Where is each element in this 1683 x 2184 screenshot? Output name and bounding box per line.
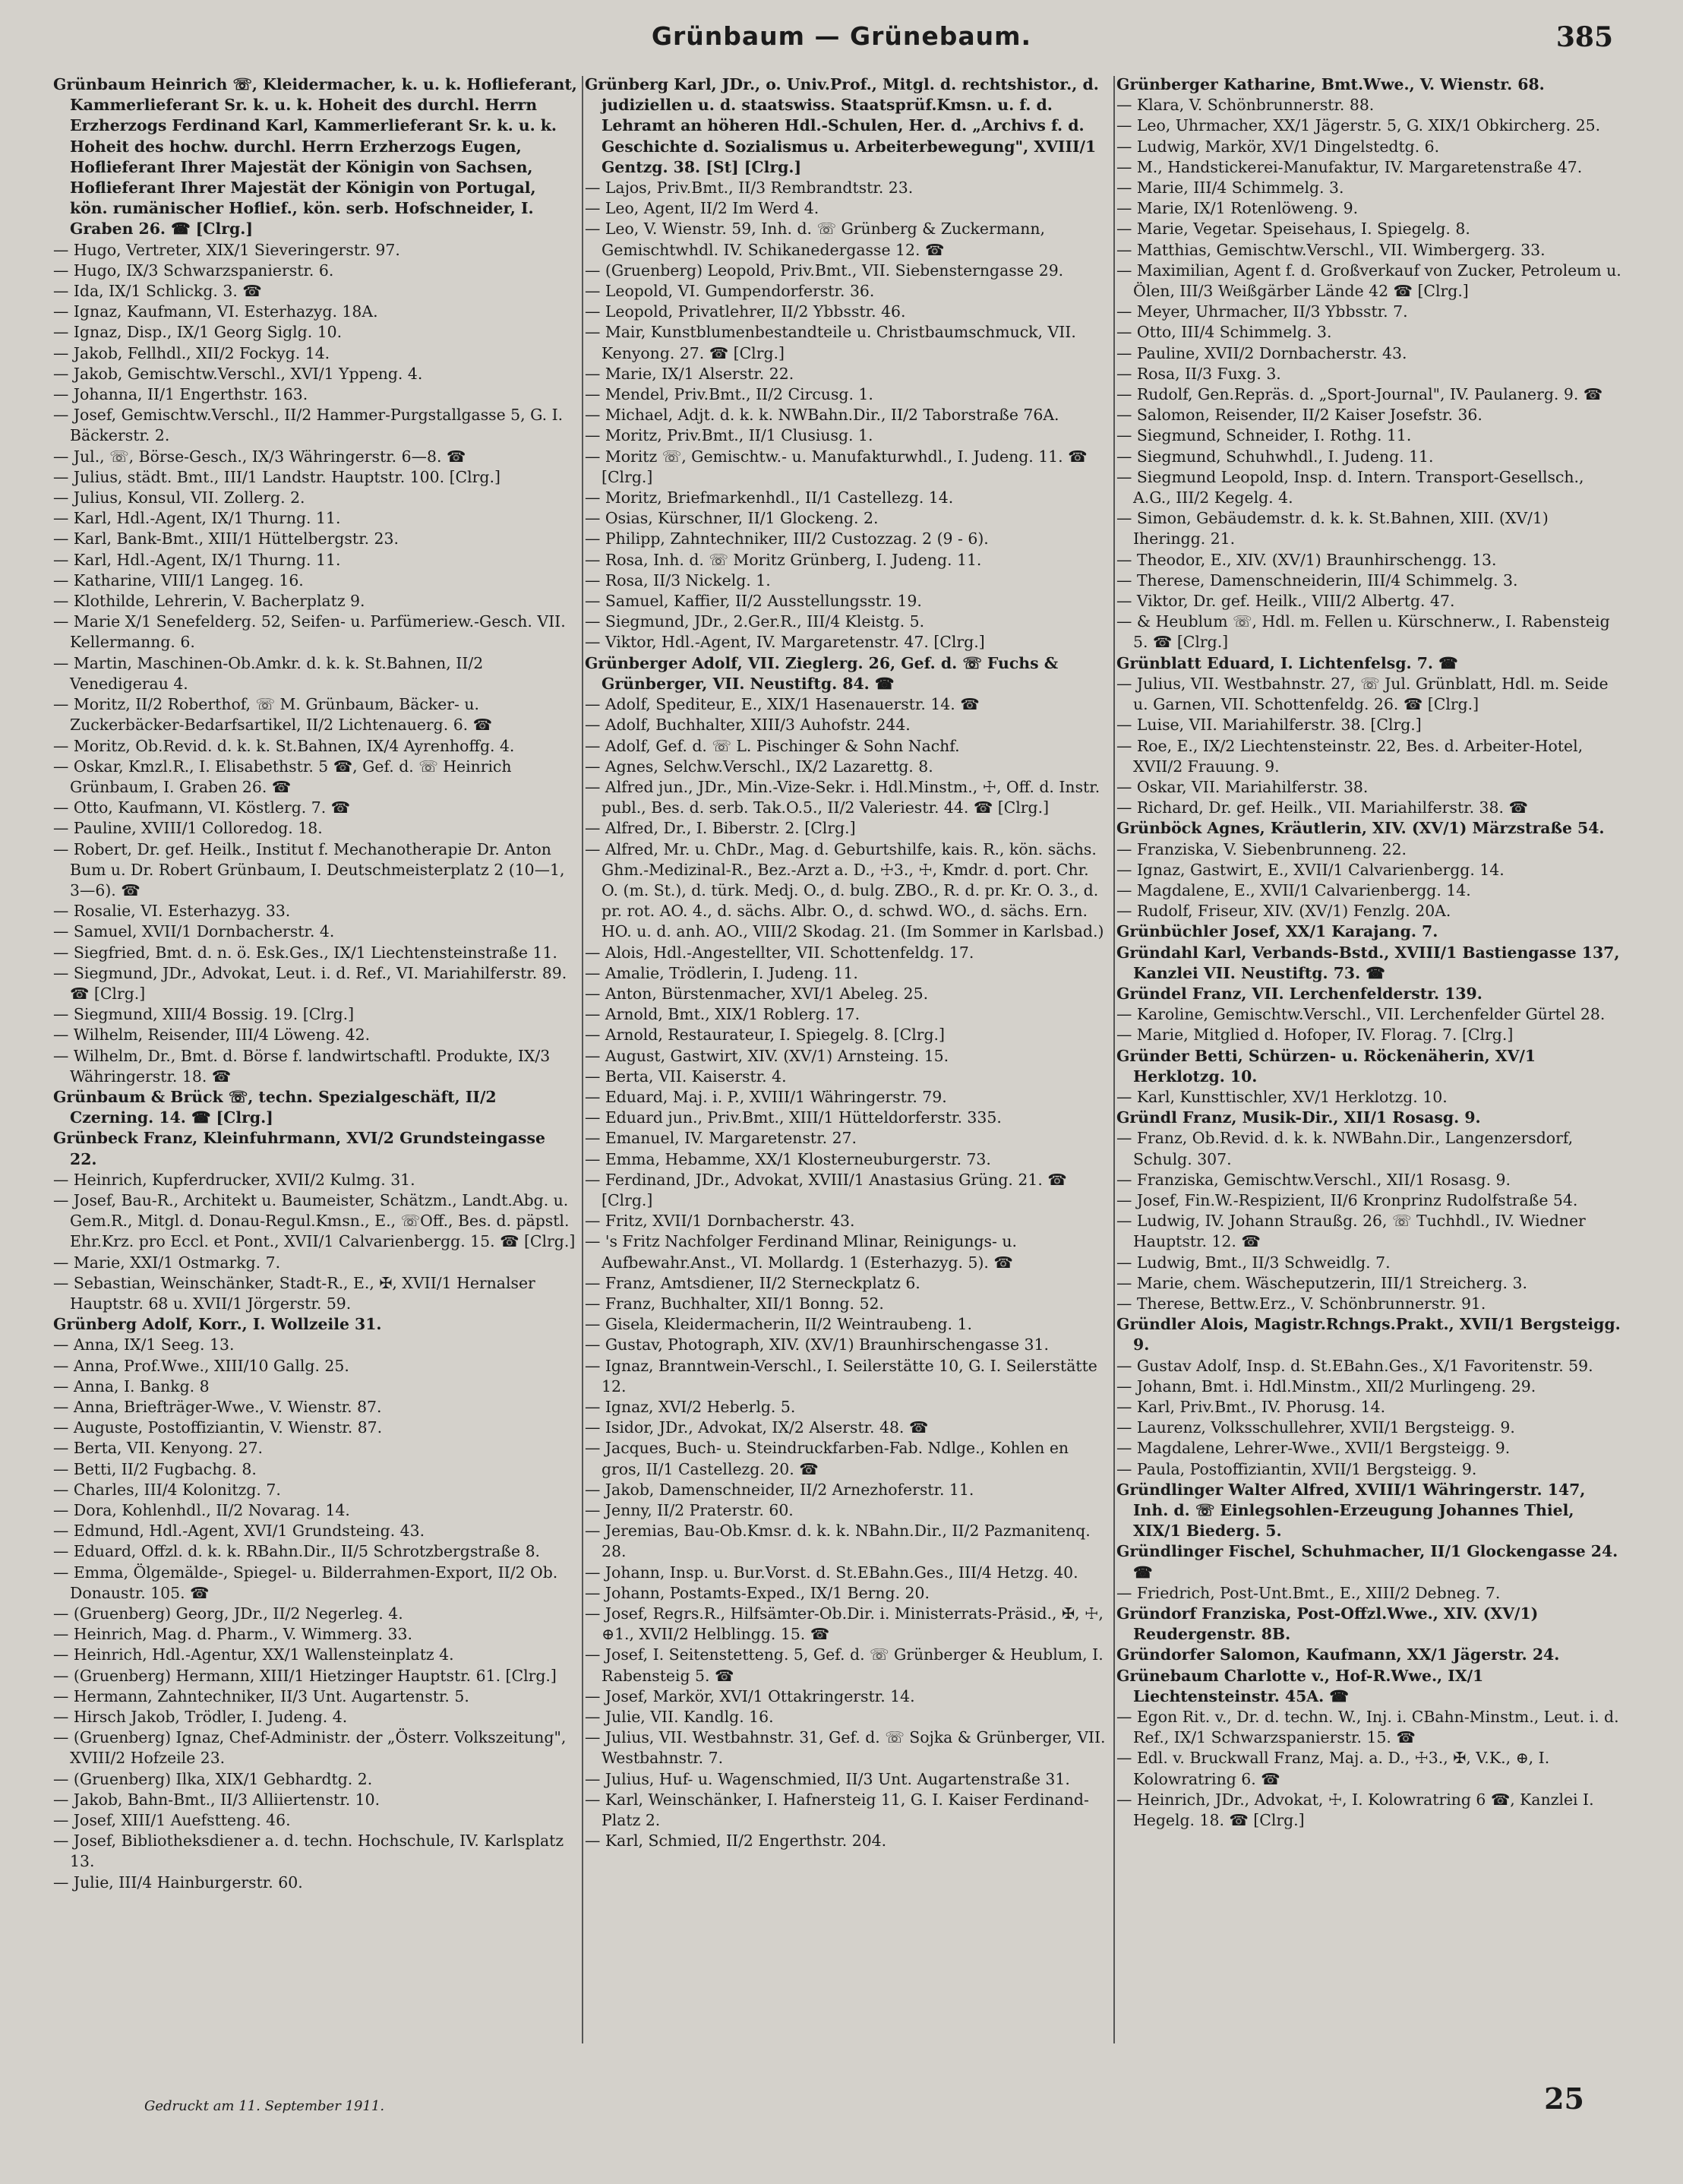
directory-entry: — Emma, Hebamme, XX/1 Klosterneuburgerstr. 73.: [585, 1149, 991, 1168]
directory-entry: — Hugo, Vertreter, XIX/1 Sieveringerstr. 97.: [53, 240, 400, 259]
directory-entry: — Alfred jun., JDr., Min.-Vize-Sekr. i. Hdl.Minstm., ☩, Off. d. Instr. publ., Bes. d. serb. Tak.O.5., II/2 Valeriestr. 44. ☎ [Clrg.]: [585, 777, 1100, 817]
directory-entry: — Jakob, Fellhdl., XII/2 Fockyg. 14.: [53, 343, 330, 362]
directory-entry: — Franz, Amtsdiener, II/2 Sterneckplatz 6.: [585, 1273, 920, 1292]
directory-heading-entry: Grünbeck Franz, Kleinfuhrmann, XVI/2 Grundsteingasse 22.: [53, 1129, 545, 1168]
directory-entry: — Moritz, II/2 Roberthof, ☏ M. Grünbaum, Bäcker- u. Zuckerbäcker-Bedarfsartikel, II/2 Lichtenauerg. 6. ☎: [53, 695, 493, 735]
directory-entry: — Johann, Postamts-Exped., IX/1 Berng. 20.: [585, 1583, 930, 1602]
directory-entry: — Siegmund, JDr., Advokat, Leut. i. d. Ref., VI. Mariahilferstr. 89. ☎ [Clrg.]: [53, 963, 567, 1003]
directory-heading-entry: Gründahl Karl, Verbands-Bstd., XVIII/1 Bastiengasse 137, Kanzlei VII. Neustiftg. 73. ☎: [1116, 943, 1620, 982]
directory-entry: — Julie, III/4 Hainburgerstr. 60.: [53, 1873, 303, 1892]
directory-entry: — Anna, I. Bankg. 8: [53, 1376, 210, 1395]
directory-entry: — Julius, VII. Westbahnstr. 31, Gef. d. ☏ Sojka & Grünberger, VII. Westbahnstr. 7.: [585, 1728, 1106, 1768]
directory-entry: — Josef, I. Seitenstetteng. 5, Gef. d. ☏ Grünberger & Heublum, I. Rabensteig 5. ☎: [585, 1645, 1104, 1685]
directory-entry: — Moritz ☏, Gemischtw.- u. Manufakturwhdl., I. Judeng. 11. ☎ [Clrg.]: [585, 447, 1088, 486]
directory-entry: — Karl, Kunsttischler, XV/1 Herklotzg. 10.: [1116, 1087, 1448, 1106]
directory-entry: — Ignaz, Branntwein-Verschl., I. Seilerstätte 10, G. I. Seilerstätte 12.: [585, 1356, 1097, 1395]
directory-entry: — Betti, II/2 Fugbachg. 8.: [53, 1459, 257, 1478]
directory-entry: — Alois, Hdl.-Angestellter, VII. Schottenfeldg. 17.: [585, 943, 974, 962]
directory-entry: — Siegfried, Bmt. d. n. ö. Esk.Ges., IX/1 Liechtensteinstraße 11.: [53, 943, 557, 962]
directory-heading-entry: Gründl Franz, Musik-Dir., XII/1 Rosasg. 9.: [1116, 1108, 1481, 1127]
directory-heading-entry: Grünberger Adolf, VII. Zieglerg. 26, Gef. d. ☏ Fuchs & Grünberger, VII. Neustiftg. 84. ☎: [585, 653, 1059, 693]
directory-entry: — Luise, VII. Mariahilferstr. 38. [Clrg.]: [1116, 716, 1422, 735]
directory-entry: — Pauline, XVIII/1 Colloredog. 18.: [53, 819, 323, 838]
directory-entry: — Lajos, Priv.Bmt., II/3 Rembrandtstr. 23.: [585, 179, 914, 198]
directory-heading-entry: Grünblatt Eduard, I. Lichtenfelsg. 7. ☎: [1116, 653, 1458, 672]
directory-entry: — Josef, Fin.W.-Respizient, II/6 Kronprinz Rudolfstraße 54.: [1116, 1190, 1578, 1209]
directory-heading-entry: Grünebaum Charlotte v., Hof-R.Wwe., IX/1 Liechtensteinstr. 45A. ☎: [1116, 1666, 1484, 1705]
directory-entry: — Hermann, Zahntechniker, II/3 Unt. Augartenstr. 5.: [53, 1686, 469, 1705]
directory-entry: — Julius, städt. Bmt., III/1 Landstr. Hauptstr. 100. [Clrg.]: [53, 467, 500, 486]
directory-heading-entry: Gründorfer Salomon, Kaufmann, XX/1 Jägerstr. 24.: [1116, 1645, 1560, 1664]
directory-entry: — Karl, Bank-Bmt., XIII/1 Hüttelbergstr. 23.: [53, 529, 399, 548]
directory-entry: — Julius, Huf- u. Wagenschmied, II/3 Unt. Augartenstraße 31.: [585, 1769, 1070, 1788]
directory-entry: — Ignaz, Kaufmann, VI. Esterhazyg. 18A.: [53, 302, 378, 321]
directory-entry: — Isidor, JDr., Advokat, IX/2 Alserstr. 48. ☎: [585, 1418, 929, 1437]
directory-entry: — Julius, VII. Westbahnstr. 27, ☏ Jul. Grünblatt, Hdl. m. Seide u. Garnen, VII. Schottenfeldg. 26. ☎ [Clrg.]: [1116, 674, 1609, 714]
directory-entry: — Heinrich, Mag. d. Pharm., V. Wimmerg. 33.: [53, 1625, 412, 1644]
column-3: [1116, 74, 1625, 2034]
directory-entry: — Salomon, Reisender, II/2 Kaiser Josefstr. 36.: [1116, 406, 1482, 425]
directory-entry: — Eduard, Offzl. d. k. k. RBahn.Dir., II/5 Schrotzbergstraße 8.: [53, 1542, 541, 1561]
directory-entry: — Egon Rit. v., Dr. d. techn. W., Inj. i. CBahn-Minstm., Leut. i. d. Ref., IX/1 Schwarzspanierstr. 15. ☎: [1116, 1708, 1619, 1747]
directory-entry: — Michael, Adjt. d. k. k. NWBahn.Dir., II/2 Taborstraße 76A.: [585, 406, 1059, 425]
directory-entry: — Emanuel, IV. Margaretenstr. 27.: [585, 1129, 857, 1148]
directory-entry: — Julie, VII. Kandlg. 16.: [585, 1708, 774, 1727]
directory-entry: — Marie, IX/1 Rotenlöweng. 9.: [1116, 199, 1359, 218]
directory-entry: — Karl, Hdl.-Agent, IX/1 Thurng. 11.: [53, 509, 341, 528]
directory-entry: — Arnold, Bmt., XIX/1 Roblerg. 17.: [585, 1005, 860, 1024]
directory-entry: — Rudolf, Friseur, XIV. (XV/1) Fenzlg. 20A.: [1116, 902, 1451, 921]
directory-entry: — Marie, chem. Wäscheputzerin, III/1 Streicherg. 3.: [1116, 1273, 1527, 1292]
directory-entry: — Martin, Maschinen-Ob.Amkr. d. k. k. St.Bahnen, II/2 Venedigerau 4.: [53, 653, 484, 693]
directory-entry: — Magdalene, Lehrer-Wwe., XVII/1 Bergsteigg. 9.: [1116, 1439, 1511, 1458]
directory-entry: — Julius, Konsul, VII. Zollerg. 2.: [53, 488, 305, 507]
directory-entry: — Karl, Hdl.-Agent, IX/1 Thurng. 11.: [53, 550, 341, 569]
directory-entry: — Karl, Weinschänker, I. Hafnersteig 11, G. I. Kaiser Ferdinand-Platz 2.: [585, 1790, 1089, 1830]
directory-entry: — Leo, Agent, II/2 Im Werd 4.: [585, 199, 819, 218]
directory-entry: — Rosalie, VI. Esterhazyg. 33.: [53, 902, 291, 921]
directory-entry: — Marie, IX/1 Alserstr. 22.: [585, 364, 794, 383]
directory-entry: — Berta, VII. Kenyong. 27.: [53, 1439, 264, 1458]
directory-entry: — Moritz, Briefmarkenhdl., II/1 Castellezg. 14.: [585, 488, 954, 507]
directory-entry: — Marie, III/4 Schimmelg. 3.: [1116, 179, 1344, 198]
directory-entry: — Karl, Schmied, II/2 Engerthstr. 204.: [585, 1832, 887, 1851]
directory-entry: — Berta, VII. Kaiserstr. 4.: [585, 1067, 787, 1086]
directory-entry: — Gustav Adolf, Insp. d. St.EBahn.Ges., X/1 Favoritenstr. 59.: [1116, 1356, 1593, 1375]
directory-entry: — Moritz, Ob.Revid. d. k. k. St.Bahnen, IX/4 Ayrenhoffg. 4.: [53, 736, 515, 755]
directory-entry: — Therese, Bettw.Erz., V. Schönbrunnerstr. 91.: [1116, 1294, 1486, 1313]
directory-entry: — Rosa, II/3 Fuxg. 3.: [1116, 364, 1281, 383]
sheet-number: 25: [1544, 2081, 1584, 2116]
directory-entry: — Rosa, II/3 Nickelg. 1.: [585, 570, 771, 589]
directory-entry: — Jul., ☏, Börse-Gesch., IX/3 Währingerstr. 6—8. ☎: [53, 447, 466, 466]
directory-entry: — Josef, Regrs.R., Hilfsämter-Ob.Dir. i. Ministerrats-Präsid., ✠, ☩, ⊕1., XVII/2 Helblingg. 15. ☎: [585, 1604, 1104, 1644]
directory-entry: — Franz, Ob.Revid. d. k. k. NWBahn.Dir., Langenzersdorf, Schulg. 307.: [1116, 1129, 1574, 1168]
directory-entry: — Rudolf, Gen.Repräs. d. „Sport-Journal", IV. Paulanerg. 9. ☎: [1116, 385, 1603, 404]
directory-entry: — Klothilde, Lehrerin, V. Bacherplatz 9.: [53, 592, 365, 611]
column-2: [585, 74, 1109, 2034]
directory-entry: — Ludwig, Bmt., II/3 Schweidlg. 7.: [1116, 1253, 1391, 1272]
directory-entry: — Adolf, Spediteur, E., XIX/1 Hasenauerstr. 14. ☎: [585, 695, 980, 714]
directory-entry: — Friedrich, Post-Unt.Bmt., E., XIII/2 Debneg. 7.: [1116, 1583, 1501, 1602]
directory-entry: — Josef, XIII/1 Auefstteng. 46.: [53, 1811, 291, 1830]
directory-entry: — August, Gastwirt, XIV. (XV/1) Arnsteing. 15.: [585, 1046, 949, 1065]
directory-entry: — Matthias, Gemischtw.Verschl., VII. Wimbergerg. 33.: [1116, 240, 1546, 259]
directory-entry: — Therese, Damenschneiderin, III/4 Schimmelg. 3.: [1116, 570, 1518, 589]
directory-heading-entry: Grünbaum Heinrich ☏, Kleidermacher, k. u. k. Hoflieferant, Kammerlieferant Sr. k. u. k. Hoheit des durchl. Herrn Erzherzogs Ferdinand Karl, Kammerlieferant Sr. k. u. k. Hoheit des hochw. durchl. Herrn Erzherzogs Eugen, Hoflieferant Ihrer Majestät der Königin von Sachsen, Hoflieferant Ihrer Majestät der Königin von Portugal, kön. rumänischer Hoflief., kön. serb. Hofschneider, I. Graben 26. ☎ [Clrg.]: [53, 75, 577, 239]
directory-entry: — Philipp, Zahntechniker, III/2 Custozzag. 2 (9 - 6).: [585, 529, 989, 548]
directory-entry: — Franziska, V. Siebenbrunneng. 22.: [1116, 839, 1407, 858]
directory-entry: — 's Fritz Nachfolger Ferdinand Mlinar, Reinigungs- u. Aufbewahr.Anst., VI. Mollardg. 1 (Esterhazyg. 5). ☎: [585, 1232, 1017, 1272]
directory-heading-entry: Grünbüchler Josef, XX/1 Karajang. 7.: [1116, 922, 1438, 941]
directory-entry: — Heinrich, JDr., Advokat, ☩, I. Kolowratring 6 ☎, Kanzlei I. Hegelg. 18. ☎ [Clrg.]: [1116, 1790, 1594, 1830]
directory-entry: — Leo, V. Wienstr. 59, Inh. d. ☏ Grünberg & Zuckermann, Gemischtwhdl. IV. Schikanedergasse 12. ☎: [585, 220, 1045, 259]
directory-entry: — (Gruenberg) Ilka, XIX/1 Gebhardtg. 2.: [53, 1769, 373, 1788]
directory-entry: — Franz, Buchhalter, XII/1 Bonng. 52.: [585, 1294, 884, 1313]
directory-entry: — Auguste, Postoffiziantin, V. Wienstr. 87.: [53, 1418, 383, 1437]
directory-heading-entry: Gründel Franz, VII. Lerchenfelderstr. 139.: [1116, 984, 1482, 1003]
directory-entry: — Ignaz, Gastwirt, E., XVII/1 Calvarienbergg. 14.: [1116, 860, 1505, 879]
directory-entry: — Moritz, Priv.Bmt., II/1 Clusiusg. 1.: [585, 426, 873, 445]
directory-columns: [53, 74, 1625, 2034]
directory-entry: — Dora, Kohlenhdl., II/2 Novarag. 14.: [53, 1501, 350, 1520]
directory-entry: — Siegmund, Schneider, I. Rothg. 11.: [1116, 426, 1412, 445]
column-1: [53, 74, 577, 2034]
directory-entry: — Mair, Kunstblumenbestandteile u. Christbaumschmuck, VII. Kenyong. 27. ☎ [Clrg.]: [585, 323, 1076, 362]
directory-entry: — Pauline, XVII/2 Dornbacherstr. 43.: [1116, 343, 1407, 362]
directory-heading-entry: Grünbaum & Brück ☏, techn. Spezialgeschäft, II/2 Czerning. 14. ☎ [Clrg.]: [53, 1087, 497, 1127]
directory-entry: — Ludwig, Markör, XV/1 Dingelstedtg. 6.: [1116, 137, 1440, 156]
directory-entry: — Karoline, Gemischtw.Verschl., VII. Lerchenfelder Gürtel 28.: [1116, 1005, 1606, 1024]
directory-entry: — Sebastian, Weinschänker, Stadt-R., E., ✠, XVII/1 Hernalser Hauptstr. 68 u. XVII/1 Jörgerstr. 59.: [53, 1273, 535, 1313]
directory-entry: — Hirsch Jakob, Trödler, I. Judeng. 4.: [53, 1708, 348, 1727]
directory-entry: — Theodor, E., XIV. (XV/1) Braunhirschengg. 13.: [1116, 550, 1497, 569]
directory-heading-entry: Gründorf Franziska, Post-Offzl.Wwe., XIV. (XV/1) Reudergenstr. 8B.: [1116, 1604, 1539, 1644]
directory-entry: — Johann, Insp. u. Bur.Vorst. d. St.EBahn.Ges., III/4 Hetzg. 40.: [585, 1563, 1078, 1582]
directory-entry: — Marie, XXI/1 Ostmarkg. 7.: [53, 1253, 281, 1272]
directory-entry: — Anna, Prof.Wwe., XIII/10 Gallg. 25.: [53, 1356, 349, 1375]
directory-entry: — Jenny, II/2 Praterstr. 60.: [585, 1501, 794, 1520]
directory-heading-entry: Gründer Betti, Schürzen- u. Röckenäherin, XV/1 Herklotzg. 10.: [1116, 1046, 1536, 1086]
directory-entry: — Siegmund, XIII/4 Bossig. 19. [Clrg.]: [53, 1005, 355, 1024]
directory-entry: — Roe, E., IX/2 Liechtensteinstr. 22, Bes. d. Arbeiter-Hotel, XVII/2 Frauung. 9.: [1116, 736, 1584, 776]
print-date-note: Gedruckt am 11. September 1911.: [144, 2098, 385, 2114]
directory-entry: — Simon, Gebäudemstr. d. k. k. St.Bahnen, XIII. (XV/1) Iheringg. 21.: [1116, 509, 1549, 548]
directory-entry: — Jakob, Bahn-Bmt., II/3 Alliiertenstr. 10.: [53, 1790, 380, 1809]
directory-entry: — Karl, Priv.Bmt., IV. Phorusg. 14.: [1116, 1398, 1386, 1416]
directory-entry: — Viktor, Hdl.-Agent, IV. Margaretenstr. 47. [Clrg.]: [585, 633, 985, 652]
directory-entry: — Josef, Gemischtw.Verschl., II/2 Hammer-Purgstallgasse 5, G. I. Bäckerstr. 2.: [53, 406, 564, 445]
directory-entry: — Paula, Postoffiziantin, XVII/1 Bergsteigg. 9.: [1116, 1459, 1477, 1478]
directory-heading-entry: Grünberg Karl, JDr., o. Univ.Prof., Mitgl. d. rechtshistor., d. judiziellen u. d. staatswiss. Staatsprüf.Kmsn. u. f. d. Lehramt an höheren Hdl.-Schulen, Her. d. „Archivs f. d. Geschichte d. Sozialismus u. Arbeiterbewegung", XVIII/1 Gentzg. 38. [St] [Clrg.]: [585, 75, 1099, 176]
page-number: 385: [1555, 21, 1613, 53]
directory-entry: — Edmund, Hdl.-Agent, XVI/1 Grundsteing. 43.: [53, 1522, 425, 1541]
directory-entry: — Marie, Vegetar. Speisehaus, I. Spiegelg. 8.: [1116, 220, 1470, 239]
directory-entry: — (Gruenberg) Hermann, XIII/1 Hietzinger Hauptstr. 61. [Clrg.]: [53, 1666, 557, 1685]
directory-entry: — Ferdinand, JDr., Advokat, XVIII/1 Anastasius Grüng. 21. ☎ [Clrg.]: [585, 1170, 1067, 1209]
directory-entry: — Gustav, Photograph, XIV. (XV/1) Braunhirschengasse 31.: [585, 1335, 1049, 1354]
directory-entry: — Ida, IX/1 Schlickg. 3. ☎: [53, 282, 262, 301]
directory-entry: — Josef, Bau-R., Architekt u. Baumeister, Schätzm., Landt.Abg. u. Gem.R., Mitgl. d. Donau-Regul.Kmsn., E., ☏Off., Bes. d. päpstl. Ehr.Krz. pro Eccl. et Pont., XVII/1 Calvarienbergg. 15. ☎ [Clrg.]: [53, 1190, 576, 1251]
directory-entry: — Anna, Briefträger-Wwe., V. Wienstr. 87.: [53, 1398, 382, 1416]
directory-entry: — Marie X/1 Senefelderg. 52, Seifen- u. Parfümeriew.-Gesch. VII. Kellermanng. 6.: [53, 612, 566, 652]
directory-entry: — Charles, III/4 Kolonitzg. 7.: [53, 1480, 281, 1499]
directory-heading-entry: Gründlinger Fischel, Schuhmacher, II/1 Glockengasse 24. ☎: [1116, 1542, 1618, 1582]
directory-entry: — Katharine, VIII/1 Langeg. 16.: [53, 570, 304, 589]
directory-entry: — (Gruenberg) Georg, JDr., II/2 Negerleg. 4.: [53, 1604, 403, 1623]
directory-entry: — (Gruenberg) Leopold, Priv.Bmt., VII. Siebensterngasse 29.: [585, 261, 1064, 280]
directory-heading-entry: Grünberg Adolf, Korr., I. Wollzeile 31.: [53, 1315, 382, 1334]
directory-heading-entry: Gründler Alois, Magistr.Rchngs.Prakt., XVII/1 Bergsteigg. 9.: [1116, 1315, 1621, 1354]
directory-entry: — Meyer, Uhrmacher, II/3 Ybbsstr. 7.: [1116, 302, 1408, 321]
directory-entry: — Fritz, XVII/1 Dornbacherstr. 43.: [585, 1212, 855, 1231]
directory-entry: — Siegmund, JDr., 2.Ger.R., III/4 Kleistg. 5.: [585, 612, 925, 631]
directory-entry: — Wilhelm, Dr., Bmt. d. Börse f. landwirtschaftl. Produkte, IX/3 Währingerstr. 18. ☎: [53, 1046, 551, 1086]
directory-entry: — Eduard, Maj. i. P., XVIII/1 Währingerstr. 79.: [585, 1087, 947, 1106]
directory-entry: — M., Handstickerei-Manufaktur, IV. Margaretenstraße 47.: [1116, 157, 1583, 176]
directory-entry: — Jeremias, Bau-Ob.Kmsr. d. k. k. NBahn.Dir., II/2 Pazmanitenq. 28.: [585, 1522, 1091, 1561]
directory-entry: — Leopold, VI. Gumpendorferstr. 36.: [585, 282, 875, 301]
directory-entry: — Heinrich, Hdl.-Agentur, XX/1 Wallensteinplatz 4.: [53, 1645, 454, 1664]
directory-entry: — Mendel, Priv.Bmt., II/2 Circusg. 1.: [585, 385, 873, 404]
directory-entry: — (Gruenberg) Ignaz, Chef-Administr. der „Österr. Volkszeitung", XVIII/2 Hofzeile 23.: [53, 1728, 567, 1768]
page-header: [0, 21, 1683, 67]
directory-entry: — Siegmund, Schuhwhdl., I. Judeng. 11.: [1116, 447, 1434, 466]
directory-entry: — Klara, V. Schönbrunnerstr. 88.: [1116, 96, 1375, 115]
directory-entry: — Oskar, Kmzl.R., I. Elisabethstr. 5 ☎, Gef. d. ☏ Heinrich Grünbaum, I. Graben 26. ☎: [53, 757, 512, 796]
directory-entry: — Gisela, Kleidermacherin, II/2 Weintraubeng. 1.: [585, 1315, 972, 1334]
directory-entry: — Heinrich, Kupferdrucker, XVII/2 Kulmg. 31.: [53, 1170, 415, 1189]
directory-entry: — Hugo, IX/3 Schwarzspanierstr. 6.: [53, 261, 334, 280]
directory-entry: — & Heublum ☏, Hdl. m. Fellen u. Kürschnerw., I. Rabensteig 5. ☎ [Clrg.]: [1116, 612, 1610, 652]
directory-entry: — Arnold, Restaurateur, I. Spiegelg. 8. [Clrg.]: [585, 1026, 945, 1045]
directory-entry: — Marie, Mitglied d. Hofoper, IV. Florag. 7. [Clrg.]: [1116, 1026, 1514, 1045]
directory-entry: — Agnes, Selchw.Verschl., IX/2 Lazarettg. 8.: [585, 757, 933, 776]
directory-entry: — Jakob, Gemischtw.Verschl., XVI/1 Yppeng. 4.: [53, 364, 423, 383]
directory-entry: — Eduard jun., Priv.Bmt., XIII/1 Hütteldorferstr. 335.: [585, 1108, 1002, 1127]
directory-entry: — Anna, IX/1 Seeg. 13.: [53, 1335, 235, 1354]
directory-entry: — Magdalene, E., XVII/1 Calvarienbergg. 14.: [1116, 880, 1471, 899]
directory-entry: — Rosa, Inh. d. ☏ Moritz Grünberg, I. Judeng. 11.: [585, 550, 982, 569]
directory-entry: — Leo, Uhrmacher, XX/1 Jägerstr. 5, G. XIX/1 Obkircherg. 25.: [1116, 116, 1601, 135]
directory-entry: — Josef, Markör, XVI/1 Ottakringerstr. 14.: [585, 1686, 915, 1705]
directory-entry: — Emma, Ölgemälde-, Spiegel- u. Bilderrahmen-Export, II/2 Ob. Donaustr. 105. ☎: [53, 1563, 558, 1602]
directory-entry: — Josef, Bibliotheksdiener a. d. techn. Hochschule, IV. Karlsplatz 13.: [53, 1832, 564, 1871]
directory-entry: — Siegmund Leopold, Insp. d. Intern. Transport-Gesellsch., A.G., III/2 Kegelg. 4.: [1116, 467, 1584, 507]
directory-entry: — Johanna, II/1 Engerthstr. 163.: [53, 385, 308, 404]
directory-entry: — Robert, Dr. gef. Heilk., Institut f. Mechanotherapie Dr. Anton Bum u. Dr. Robert Grünbaum, I. Deutschmeisterplatz 2 (10—1, 3—6). ☎: [53, 839, 565, 899]
directory-entry: — Johann, Bmt. i. Hdl.Minstm., XII/2 Murlingeng. 29.: [1116, 1376, 1536, 1395]
directory-entry: — Leopold, Privatlehrer, II/2 Ybbsstr. 46.: [585, 302, 906, 321]
directory-entry: — Richard, Dr. gef. Heilk., VII. Mariahilferstr. 38. ☎: [1116, 798, 1528, 817]
directory-entry: — Alfred, Mr. u. ChDr., Mag. d. Geburtshilfe, kais. R., kön. sächs. Ghm.-Medizinal-R., Bez.-Arzt a. D., ☩3., ☩, Kmdr. d. port. Chr. O. (m. St.), d. türk. Medj. O., d. bulg. ZBO., R. d. pr. Kr. O. 3., d. pr. rot. AO. 4., d. sächs. Albr. O., d. schwd. WO., d. sächs. Ern. HO. u. d. anh. AO., VIII/2 Skodag. 21. (Im Sommer in Karlsbad.): [585, 839, 1104, 941]
directory-entry: — Samuel, XVII/1 Dornbacherstr. 4.: [53, 922, 335, 941]
directory-entry: — Otto, Kaufmann, VI. Köstlerg. 7. ☎: [53, 798, 351, 817]
directory-entry: — Ludwig, IV. Johann Straußg. 26, ☏ Tuchhdl., IV. Wiedner Hauptstr. 12. ☎: [1116, 1212, 1586, 1251]
directory-entry: — Maximilian, Agent f. d. Großverkauf von Zucker, Petroleum u. Ölen, III/3 Weißgärber Lände 42 ☎ [Clrg.]: [1116, 261, 1621, 301]
directory-heading-entry: Grünböck Agnes, Kräutlerin, XIV. (XV/1) Märzstraße 54.: [1116, 819, 1605, 838]
directory-entry: — Adolf, Buchhalter, XIII/3 Auhofstr. 244.: [585, 716, 911, 735]
directory-entry: — Jakob, Damenschneider, II/2 Arnezhoferstr. 11.: [585, 1480, 974, 1499]
directory-entry: — Oskar, VII. Mariahilferstr. 38.: [1116, 777, 1369, 796]
directory-entry: — Samuel, Kaffier, II/2 Ausstellungsstr. 19.: [585, 592, 922, 611]
directory-entry: — Amalie, Trödlerin, I. Judeng. 11.: [585, 963, 858, 982]
directory-entry: — Ignaz, Disp., IX/1 Georg Siglg. 10.: [53, 323, 343, 342]
directory-entry: — Jacques, Buch- u. Steindruckfarben-Fab. Ndlge., Kohlen en gros, II/1 Castellezg. 20. ☎: [585, 1439, 1069, 1478]
directory-entry: — Otto, III/4 Schimmelg. 3.: [1116, 323, 1332, 342]
directory-heading-entry: Gründlinger Walter Alfred, XVIII/1 Währingerstr. 147, Inh. d. ☏ Einlegsohlen-Erzeugung Johannes Thiel, XIX/1 Biederg. 5.: [1116, 1480, 1586, 1541]
directory-entry: — Alfred, Dr., I. Biberstr. 2. [Clrg.]: [585, 819, 856, 838]
directory-entry: — Wilhelm, Reisender, III/4 Löweng. 42.: [53, 1026, 371, 1045]
directory-entry: — Anton, Bürstenmacher, XVI/1 Abeleg. 25.: [585, 984, 929, 1003]
directory-heading-entry: Grünberger Katharine, Bmt.Wwe., V. Wienstr. 68.: [1116, 75, 1545, 93]
directory-entry: — Viktor, Dr. gef. Heilk., VIII/2 Albertg. 47.: [1116, 592, 1455, 611]
directory-entry: — Adolf, Gef. d. ☏ L. Pischinger & Sohn Nachf.: [585, 736, 960, 755]
directory-entry: — Ignaz, XVI/2 Heberlg. 5.: [585, 1398, 796, 1416]
directory-entry: — Laurenz, Volksschullehrer, XVII/1 Bergsteigg. 9.: [1116, 1418, 1515, 1437]
page-title: Grünbaum — Grünebaum.: [651, 21, 1032, 51]
directory-entry: — Franziska, Gemischtw.Verschl., XII/1 Rosasg. 9.: [1116, 1170, 1511, 1189]
directory-entry: — Osias, Kürschner, II/1 Glockeng. 2.: [585, 509, 879, 528]
directory-entry: — Edl. v. Bruckwall Franz, Maj. a. D., ☩3., ✠, V.K., ⊕, I. Kolowratring 6. ☎: [1116, 1749, 1550, 1788]
